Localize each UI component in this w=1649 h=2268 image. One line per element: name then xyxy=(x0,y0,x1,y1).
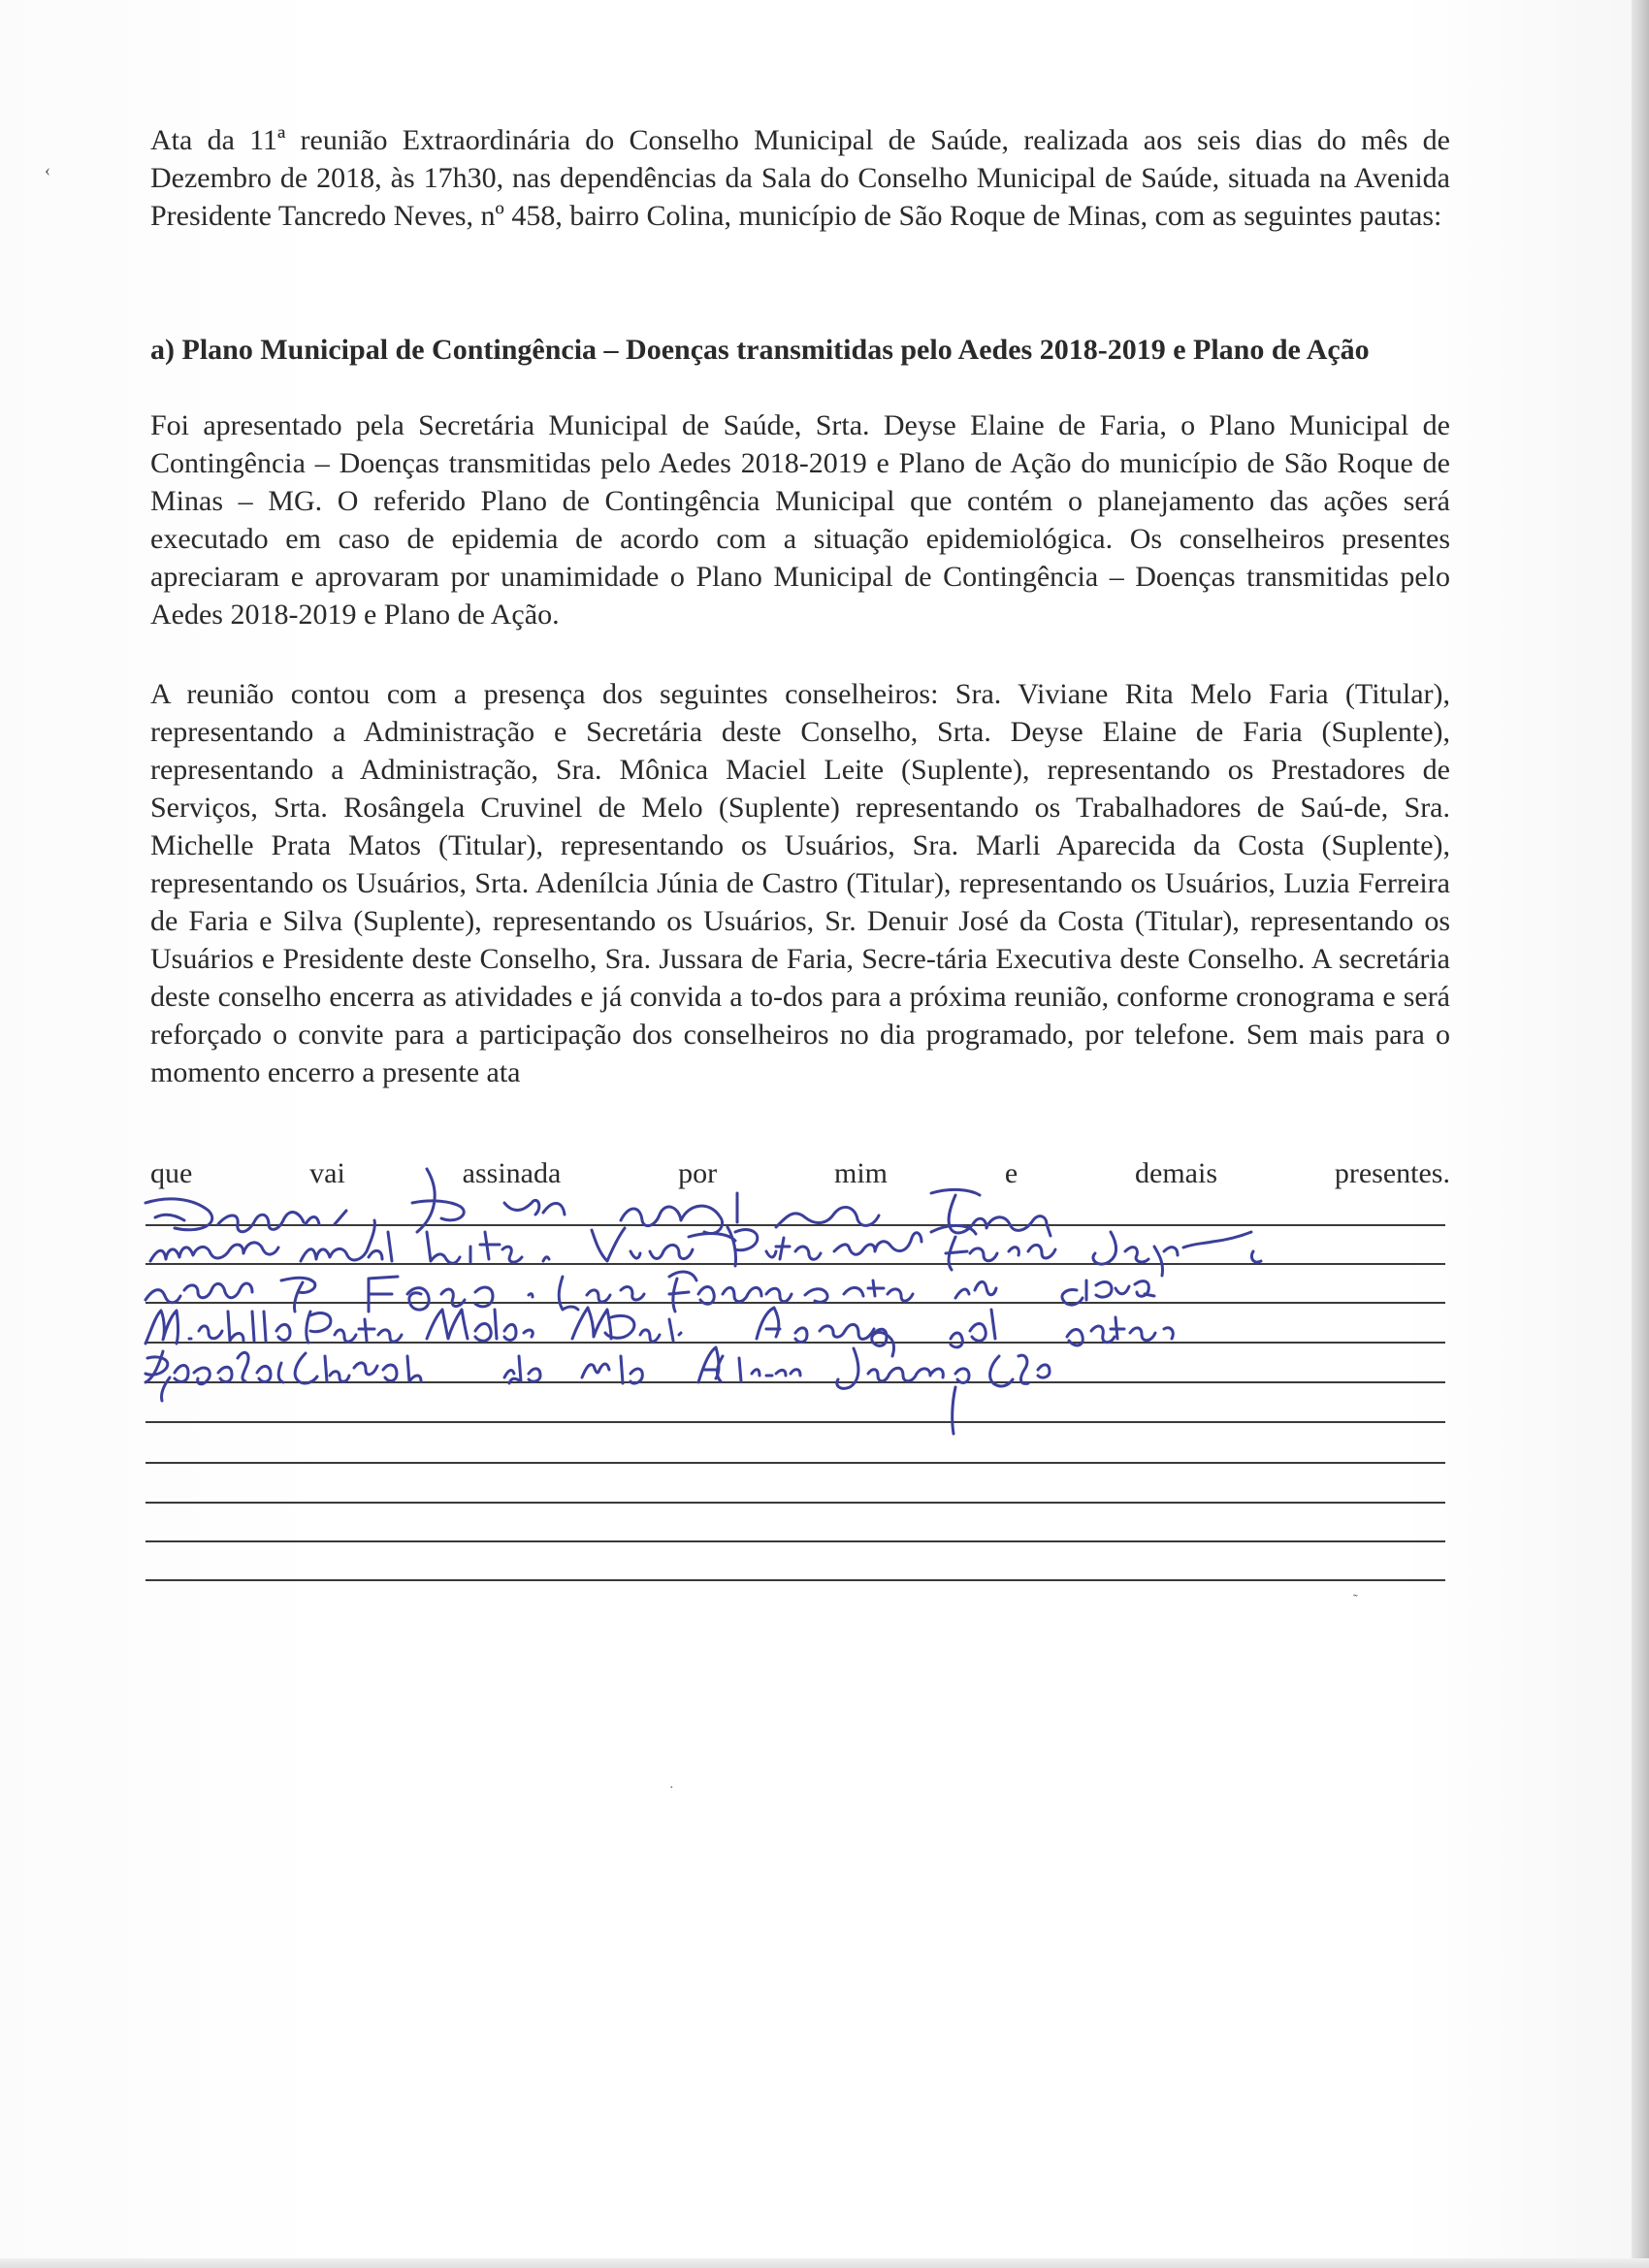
intro-paragraph xyxy=(150,121,1450,235)
closing-word: que xyxy=(150,1157,193,1189)
closing-word: assinada xyxy=(462,1157,562,1189)
intro-text: Ata da 11ª reunião Extraordinária do Conselho Municipal de Saúde, realizada aos seis dias do mês de Dezembro de 2018, às 17h30, nas dependências da Sala do Conselho Municipal de Saúde, situada na Avenida Presidente Tancredo Neves, nº 458, bairro Colina, município de São Roque de Minas, com as seguintes pautas: xyxy=(150,124,1450,232)
signature-line xyxy=(146,1342,1445,1344)
signature-line xyxy=(146,1224,1445,1226)
presence-paragraph xyxy=(150,675,1450,1091)
scan-speck: · xyxy=(669,1781,674,1796)
signature-line xyxy=(146,1540,1445,1542)
scan-speck: ‹ xyxy=(45,160,50,179)
presence-text: A reunião contou com a presença dos seguintes conselheiros: Sra. Viviane Rita Melo Faria (Titular), representando a Administração e Secretária deste Conselho, Srta. Deyse Elaine de Faria (Suplente), representando a Administração, Sra. Mônica Maciel Leite (Suplente), representando os Prestadores de Serviços, Srta. Rosângela Cruvinel de Melo (Suplente) representando os Trabalhadores de Saú-de, Sra. Michelle Prata Matos (Titular), representando os Usuários, Sra. Marli Aparecida da Costa (Suplente), representando os Usuários, Srta. Adenílcia Júnia de Castro (Titular), representando os Usuários, Luzia Ferreira de Faria e Silva (Suplente), representando os Usuários, Sr. Denuir José da Costa (Titular), representando os Usuários e Presidente deste Conselho, Sra. Jussara de Faria, Secre-tária Executiva deste Conselho. A secretária deste conselho encerra as atividades e já convida a to-dos para a próxima reunião, conforme cronograma e será reforçado o convite para a participação dos conselheiros no dia programado, por telefone. Sem mais para o momento encerro a presente ata xyxy=(150,678,1450,1088)
scan-speck: ˜ xyxy=(1353,1593,1358,1607)
closing-word: vai xyxy=(309,1157,345,1189)
agenda-heading-text: a) Plano Municipal de Contingência – Doenças transmitidas pelo Aedes 2018-2019 e Plano de Ação xyxy=(150,334,1370,366)
closing-word: presentes. xyxy=(1334,1157,1450,1189)
agenda-heading xyxy=(150,332,1450,369)
scan-edge-shadow xyxy=(0,2258,1649,2268)
agenda-body-text: Foi apresentado pela Secretária Municipal de Saúde, Srta. Deyse Elaine de Faria, o Plano Municipal de Contingência – Doenças transmitidas pelo Aedes 2018-2019 e Plano de Ação do município de São Roque de Minas – MG. O referido Plano de Contingência Municipal que contém o planejamento das ações será executado em caso de epidemia de acordo com a situação epidemiológica. Os conselheiros presentes apreciaram e aprovaram por unamimidade o Plano Municipal de Contingência – Doenças transmitidas pelo Aedes 2018-2019 e Plano de Ação. xyxy=(150,409,1450,631)
signature-line xyxy=(146,1579,1445,1581)
closing-word: e xyxy=(1004,1157,1018,1189)
signature-line xyxy=(146,1502,1445,1504)
closing-word: por xyxy=(678,1157,718,1189)
signature-line xyxy=(146,1263,1445,1265)
closing-word: mim xyxy=(834,1157,889,1189)
closing-line xyxy=(150,1154,1450,1192)
scan-edge-shadow xyxy=(1632,0,1649,2268)
signature-line xyxy=(146,1462,1445,1464)
signature-line xyxy=(146,1302,1445,1304)
signature-line xyxy=(146,1381,1445,1383)
agenda-body xyxy=(150,406,1450,633)
signature-line xyxy=(146,1421,1445,1423)
closing-word: demais xyxy=(1135,1157,1218,1189)
